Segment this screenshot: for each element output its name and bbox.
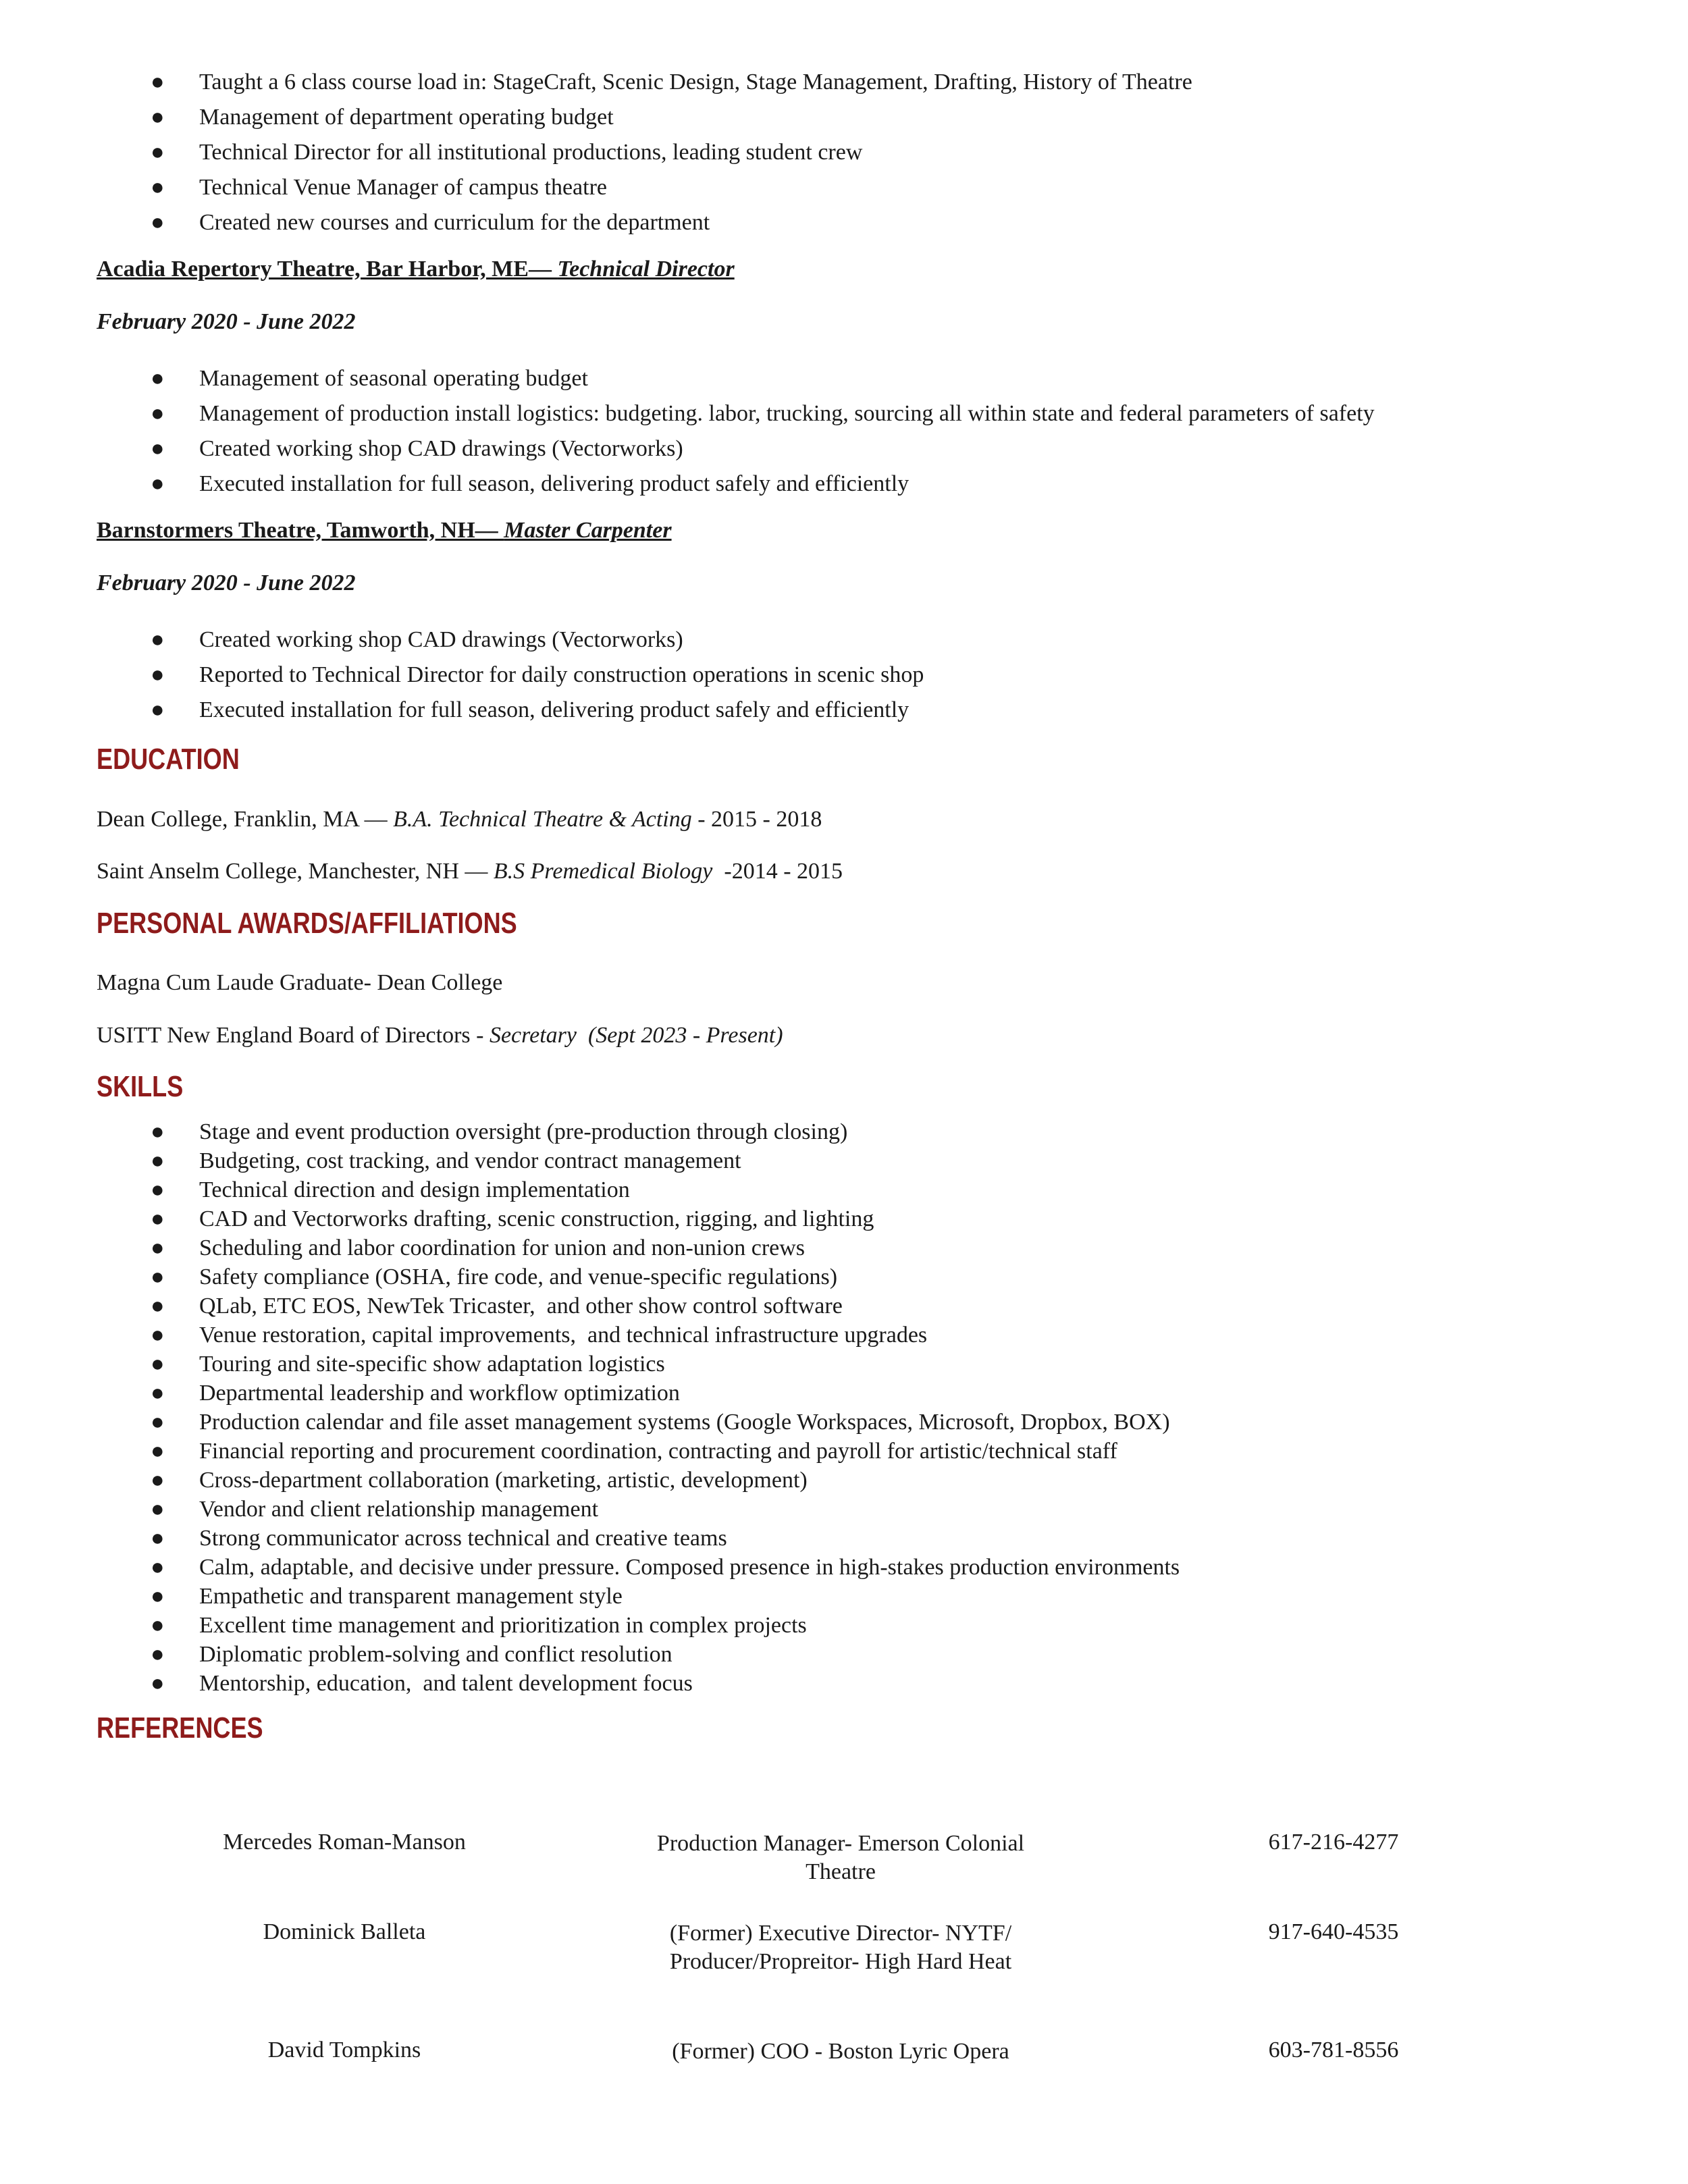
job-heading-acadia: Acadia Repertory Theatre, Bar Harbor, ME— Technical Director	[97, 257, 735, 282]
list-item: ● Venue restoration, capital improvements, and technical infrastructure upgrades	[97, 1321, 1607, 1350]
affiliation-entry: USITT New England Board of Directors - Secretary (Sept 2023 - Present)	[97, 1023, 783, 1048]
list-item: ● Calm, adaptable, and decisive under pressure. Composed presence in high-stakes production environments	[97, 1553, 1607, 1582]
reference-phone: 603-781-8556	[1268, 2037, 1399, 2062]
list-item: ● Technical Director for all institutional productions, leading student crew	[97, 135, 1607, 170]
bullet-icon: ●	[151, 210, 165, 235]
bullet-icon: ●	[151, 70, 165, 95]
section-heading-awards: PERSONAL AWARDS/AFFILIATIONS	[97, 907, 517, 940]
job-title: Technical Director	[557, 257, 735, 282]
bullet-icon: ●	[151, 471, 165, 496]
bullet-icon: ●	[151, 1584, 165, 1609]
list-item: ● Executed installation for full season, delivering product safely and efficiently	[97, 467, 1607, 502]
section-heading-education: EDUCATION	[97, 743, 240, 776]
bullet-icon: ●	[151, 105, 165, 130]
bullet-icon: ●	[151, 1352, 165, 1377]
bullet-icon: ●	[151, 1468, 165, 1493]
bullet-icon: ●	[151, 1294, 165, 1319]
bullet-icon: ●	[151, 1381, 165, 1406]
reference-name: Dominick Balleta	[263, 1919, 426, 1944]
bullet-icon: ●	[151, 1439, 165, 1464]
job-dates: February 2020 - June 2022	[97, 570, 356, 595]
bullet-icon: ●	[151, 140, 165, 165]
bullet-icon: ●	[151, 1613, 165, 1638]
list-item: ● Management of production install logistics: budgeting. labor, trucking, sourcing all within state and federal parameters of safety	[97, 396, 1607, 431]
job-heading-barnstormers: Barnstormers Theatre, Tamworth, NH— Master Carpenter	[97, 518, 672, 543]
list-item: ● Touring and site-specific show adaptation logistics	[97, 1350, 1607, 1379]
list-item: ● Mentorship, education, and talent development focus	[97, 1669, 1607, 1698]
bullet-icon: ●	[151, 697, 165, 722]
bullet-icon: ●	[151, 1555, 165, 1580]
list-item: ● Management of department operating budget	[97, 100, 1607, 135]
list-item: ● Cross-department collaboration (marketing, artistic, development)	[97, 1466, 1607, 1495]
reference-name: David Tompkins	[267, 2037, 421, 2062]
list-item: ● Taught a 6 class course load in: StageCraft, Scenic Design, Stage Management, Drafting, History of Theatre	[97, 65, 1607, 100]
section-heading-references: REFERENCES	[97, 1711, 263, 1744]
bullet-icon: ●	[151, 175, 165, 200]
list-item: ● Financial reporting and procurement coordination, contracting and payroll for artistic/technical staff	[97, 1437, 1607, 1466]
list-item: ● Created new courses and curriculum for the department	[97, 205, 1607, 240]
list-item: ● Budgeting, cost tracking, and vendor contract management	[97, 1146, 1607, 1175]
reference-role: (Former) Executive Director- NYTF/ Producer/Propreitor- High Hard Heat	[669, 1921, 1012, 1974]
list-item: ● Reported to Technical Director for daily construction operations in scenic shop	[97, 658, 1607, 693]
list-item: ● Safety compliance (OSHA, fire code, and venue-specific regulations)	[97, 1262, 1607, 1291]
reference-phone: 917-640-4535	[1268, 1919, 1399, 1944]
bullet-icon: ●	[151, 1526, 165, 1551]
education-entry: Saint Anselm College, Manchester, NH — B.S Premedical Biology -2014 - 2015	[97, 859, 843, 884]
bullet-icon: ●	[151, 1642, 165, 1667]
list-item: ● Technical Venue Manager of campus theatre	[97, 170, 1607, 205]
list-item: ● Created working shop CAD drawings (Vectorworks)	[97, 431, 1607, 467]
reference-role: (Former) COO - Boston Lyric Opera	[672, 2039, 1009, 2064]
reference-name: Mercedes Roman-Manson	[223, 1830, 466, 1855]
list-item: ● Vendor and client relationship management	[97, 1495, 1607, 1524]
list-item: ● Created working shop CAD drawings (Vectorworks)	[97, 622, 1607, 658]
list-item: ● Scheduling and labor coordination for union and non-union crews	[97, 1233, 1607, 1262]
list-item: ● Diplomatic problem-solving and conflict resolution	[97, 1640, 1607, 1669]
list-item: ● Departmental leadership and workflow optimization	[97, 1379, 1607, 1408]
job-dates: February 2020 - June 2022	[97, 309, 356, 334]
list-item: ● Production calendar and file asset management systems (Google Workspaces, Microsoft, Dropbox, BOX)	[97, 1408, 1607, 1437]
bullet-icon: ●	[151, 627, 165, 652]
education-entry: Dean College, Franklin, MA — B.A. Technical Theatre & Acting - 2015 - 2018	[97, 807, 822, 832]
list-item: ● Technical direction and design implementation	[97, 1175, 1607, 1204]
bullet-icon: ●	[151, 1206, 165, 1231]
bullet-icon: ●	[151, 1119, 165, 1144]
list-item: ● QLab, ETC EOS, NewTek Tricaster, and other show control software	[97, 1291, 1607, 1321]
list-item: ● Strong communicator across technical and creative teams	[97, 1524, 1607, 1553]
bullet-icon: ●	[151, 1148, 165, 1173]
bullet-icon: ●	[151, 1410, 165, 1435]
section-heading-skills: SKILLS	[97, 1070, 184, 1103]
job-bullet-list	[97, 361, 1607, 502]
bullet-icon: ●	[151, 1323, 165, 1348]
teaching-bullet-list	[97, 65, 1607, 240]
bullet-icon: ●	[151, 1177, 165, 1202]
job-bullet-list	[97, 622, 1607, 728]
bullet-icon: ●	[151, 662, 165, 687]
bullet-icon: ●	[151, 401, 165, 426]
list-item: ● CAD and Vectorworks drafting, scenic construction, rigging, and lighting	[97, 1204, 1607, 1233]
bullet-icon: ●	[151, 366, 165, 391]
skills-list	[97, 1117, 1607, 1698]
bullet-icon: ●	[151, 436, 165, 461]
list-item: ● Executed installation for full season, delivering product safely and efficiently	[97, 693, 1607, 728]
list-item: ● Empathetic and transparent management style	[97, 1582, 1607, 1611]
list-item: ● Stage and event production oversight (pre-production through closing)	[97, 1117, 1607, 1146]
award-entry: Magna Cum Laude Graduate- Dean College	[97, 970, 503, 995]
bullet-icon: ●	[151, 1497, 165, 1522]
bullet-icon: ●	[151, 1671, 165, 1696]
reference-phone: 617-216-4277	[1268, 1830, 1399, 1855]
job-title: Master Carpenter	[504, 518, 672, 543]
list-item: ● Management of seasonal operating budget	[97, 361, 1607, 396]
bullet-icon: ●	[151, 1264, 165, 1289]
reference-role: Production Manager- Emerson Colonial Theatre	[656, 1831, 1025, 1884]
list-item: ● Excellent time management and prioritization in complex projects	[97, 1611, 1607, 1640]
bullet-icon: ●	[151, 1235, 165, 1260]
